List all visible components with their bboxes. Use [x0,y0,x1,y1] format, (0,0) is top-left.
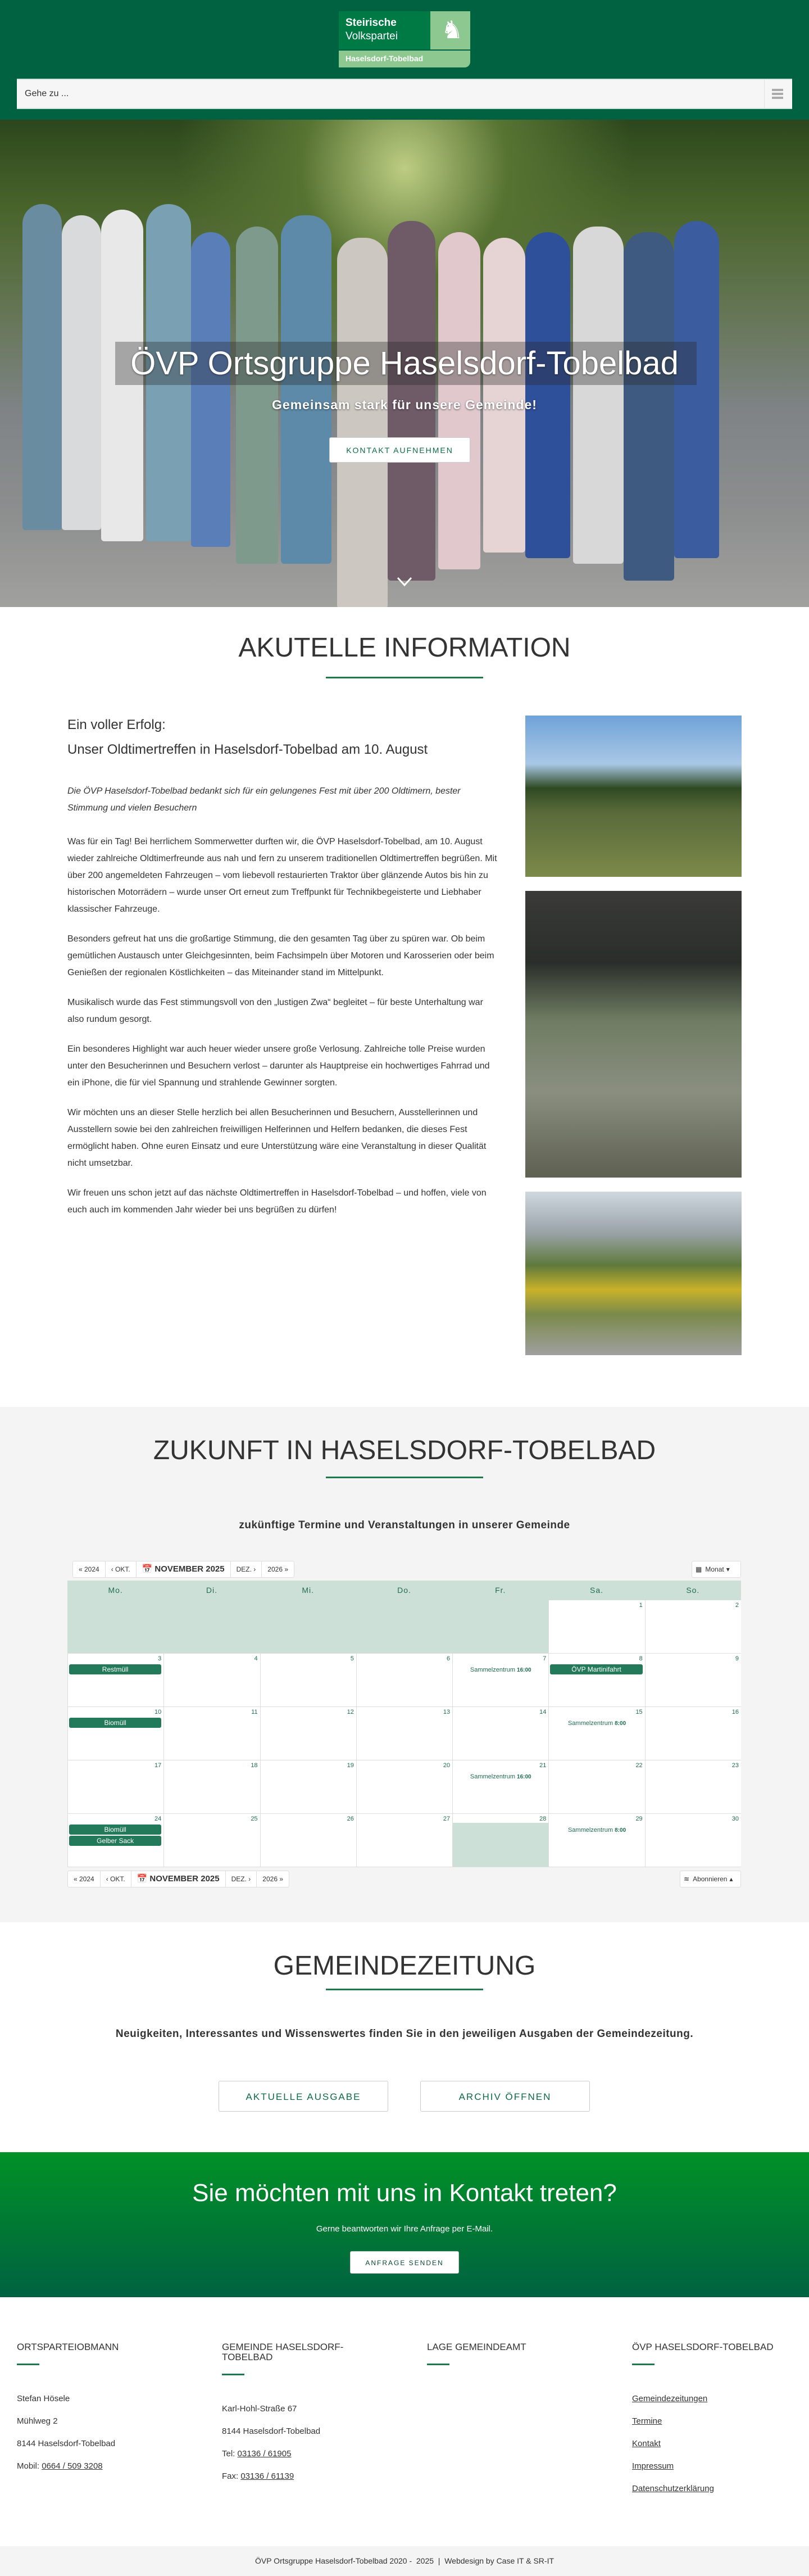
article-paragraph: Ein besonderes Highlight war auch heuer wieder unsere große Verlosung. Zahlreiche tolle Preise wurden unter den Besucherinnen und Besuchern verlost – darunter als Hauptpreise ein hochwertiges Fahrrad und ein iPhone, die für viel Spannung und strahlende Gewinner sorgten. [67,1044,490,1088]
calendar-day-cell[interactable] [548,1760,644,1813]
day-number: 7 [543,1655,547,1662]
contact-banner [0,2152,809,2297]
prev-year-button[interactable]: « 2024 [73,1561,106,1577]
site-header [0,0,809,120]
calendar-day-cell[interactable] [452,1814,548,1867]
calendar-day-cell[interactable] [260,1707,356,1760]
day-number: 3 [158,1655,162,1662]
prev-month-button[interactable]: ‹ OKT. [106,1561,137,1577]
events-heading: ZUKUNFT IN HASELSDORF-TOBELBAD [153,1436,656,1465]
chairman-street: Mühlweg 2 [17,2416,58,2426]
logo-text-line2: Volkspartei [346,30,398,42]
mobile-link[interactable]: 0664 / 509 3208 [42,2461,103,2471]
archive-button[interactable]: ARCHIV ÖFFNEN [420,2081,590,2112]
calendar-day-cell[interactable] [356,1814,452,1867]
contact-heading: Sie möchten mit uns in Kontakt treten? [192,2179,617,2207]
weekday-label: Mo. [108,1586,123,1595]
party-logo[interactable] [339,11,470,67]
weekday-label: Di. [206,1586,217,1595]
calendar-day-cell[interactable] [260,1760,356,1813]
day-number: 30 [731,1816,739,1822]
calendar-day-cell[interactable] [548,1707,644,1760]
caret-down-icon: ▾ [726,1565,730,1573]
calendar-day-cell[interactable] [163,1707,260,1760]
calendar-day-cell[interactable] [452,1654,548,1706]
municipality-fax [222,2465,390,2488]
menu-icon[interactable] [764,80,792,108]
next-month-button[interactable]: DEZ. › [231,1561,262,1577]
footer-link-contact[interactable]: Kontakt [632,2439,661,2448]
logo-text-line3: Haselsdorf-Tobelbad [346,54,424,63]
article-paragraph: Wir freuen uns schon jetzt auf das nächste Oldtimertreffen in Haselsdorf-Tobelbad – und hoffen, viele von euch auch im kommenden Jahr wieder bei uns begrüßen zu dürfen! [67,1188,487,1215]
news-section [0,607,809,1407]
event-time: 16:00 [517,1667,531,1673]
calendar-event[interactable]: Gelber Sack [69,1836,161,1846]
day-number: 18 [251,1762,258,1769]
weekday-header [67,1581,741,1600]
prev-month-button[interactable]: ‹ OKT. [101,1871,131,1887]
day-number: 29 [635,1816,643,1822]
copyright-bar [0,2546,809,2576]
footer-column-municipality [222,2342,390,2488]
calendar-day-cell[interactable] [548,1600,644,1653]
footer-link-imprint[interactable]: Impressum [632,2461,674,2471]
day-number: 27 [443,1816,451,1822]
heading-divider [326,1989,483,1990]
calendar-body [67,1600,741,1867]
calendar-toolbar-top [72,1561,294,1578]
prev-year-button[interactable]: « 2024 [68,1871,101,1887]
caret-up-icon: ▴ [729,1875,733,1883]
calendar-day-cell[interactable] [163,1814,260,1867]
next-month-button[interactable]: DEZ. › [226,1871,257,1887]
next-year-button[interactable]: 2026 » [262,1875,283,1883]
calendar-week-row [67,1654,741,1707]
day-number: 11 [251,1709,258,1715]
calendar-day-cell[interactable] [260,1814,356,1867]
tel-link[interactable]: 03136 / 61905 [237,2449,292,2459]
day-number: 16 [731,1709,739,1715]
calendar-day-cell[interactable] [163,1760,260,1813]
day-number: 13 [443,1709,451,1715]
footer-column-location [427,2342,612,2388]
current-month-button[interactable] [131,1871,226,1887]
calendar-week-row [67,1814,741,1867]
hero-section [0,120,809,607]
contact-button[interactable]: KONTAKT AUFNEHMEN [329,437,470,463]
newspaper-section [0,1922,809,2152]
photo-vintage-cars[interactable] [525,1192,742,1355]
calendar-week-row [67,1707,741,1760]
day-number: 5 [350,1655,354,1662]
calendar-week-row [67,1600,741,1654]
calendar-day-cell[interactable] [452,1707,548,1760]
municipality-street: Karl-Hohl-Straße 67 [222,2404,297,2414]
event-title: Sammelzentrum [567,1720,613,1727]
news-article [67,717,499,1232]
calendar-week-row [67,1760,741,1814]
calendar-day-cell[interactable] [645,1600,741,1653]
day-number: 12 [347,1709,354,1715]
calendar-icon: 📅 [142,1564,153,1574]
calendar-day-cell[interactable] [548,1814,644,1867]
calendar-empty-cell [356,1600,452,1653]
calendar-event[interactable]: Restmüll [69,1664,161,1674]
news-heading: AKUTELLE INFORMATION [238,633,571,663]
day-number: 21 [539,1762,547,1769]
current-issue-button[interactable]: AKTUELLE AUSGABE [219,2081,388,2112]
day-number: 10 [154,1709,162,1715]
footer-divider [17,2364,39,2365]
events-subtitle: zukünftige Termine und Veranstaltungen in unserer Gemeinde [239,1519,570,1531]
day-number: 25 [251,1816,258,1822]
calendar-day-cell[interactable] [163,1654,260,1706]
day-number: 19 [347,1762,354,1769]
footer-heading: ORTSPARTEIOBMANN [17,2342,119,2352]
calendar-day-cell[interactable] [356,1654,452,1706]
article-paragraph: Musikalisch wurde das Fest stimmungsvoll von den „lustigen Zwa“ begleitet – für beste Unterhaltung war also rundum gesorgt. [67,998,483,1024]
copyright-text: ÖVP Ortsgruppe Haselsdorf-Tobelbad 2020 - 2025 | Webdesign by Case IT & SR-IT [254,2556,555,2565]
fax-link[interactable]: 03136 / 61139 [240,2471,294,2481]
heading-divider [326,1477,483,1478]
day-number: 8 [639,1655,643,1662]
calendar-day-cell[interactable] [67,1814,163,1867]
calendar-day-cell[interactable] [452,1760,548,1813]
article-paragraph: Was für ein Tag! Bei herrlichem Sommerwetter durften wir, die ÖVP Haselsdorf-Tobelbad, am 10. August wieder zahlreiche Oldtimerfreunde aus nah und fern zu unserem traditionellen Oldtimertreffen begrüßen. Mit über 200 angemeldeten Fahrzeugen – vom liebevoll restaurierten Traktor über glänzende Autos bis hin zu historischen Motorrädern – wurde unser Ort erneut zum Treffpunkt für Technikbegeisterte und Liebhaber klassischer Fahrzeuge. [67,837,497,914]
event-time: 8:00 [615,1827,626,1833]
event-title: Sammelzentrum [470,1667,515,1673]
calendar-event[interactable]: Biomüll [69,1825,161,1835]
event-time: 8:00 [615,1721,626,1727]
calendar-grid [67,1581,741,1867]
footer-column-links [632,2342,801,2500]
heading-divider [326,677,483,678]
calendar-day-cell[interactable] [645,1814,741,1867]
hero-title: ÖVP Ortsgruppe Haselsdorf-Tobelbad [130,345,679,382]
day-number: 23 [731,1762,739,1769]
hero-subtitle: Gemeinsam stark für unsere Gemeinde! [272,397,537,412]
calendar-event[interactable]: Biomüll [69,1718,161,1728]
footer-heading: LAGE GEMEINDEAMT [427,2342,526,2352]
calendar-event[interactable] [453,1667,548,1673]
chairman-mobile [17,2455,202,2478]
day-number: 9 [735,1655,739,1662]
calendar-day-cell[interactable] [67,1654,163,1706]
calendar-empty-cell [163,1600,260,1653]
article-paragraph: Besonders gefreut hat uns die großartige Stimmung, die den gesamten Tag über zu spüren war. Ob beim gemütlichen Austausch unter Gleichgesinnten, beim Fachsimpeln über Motoren und Karosserien oder beim Genießen der regionalen Köstlichkeiten – das Miteinander stand im Mittelpunkt. [67,934,494,977]
footer-heading: GEMEINDE HASELSDORF-TOBELBAD [222,2342,344,2362]
current-month-label: NOVEMBER 2025 [154,1564,225,1574]
footer-link-newspapers[interactable]: Gemeindezeitungen [632,2394,708,2403]
send-inquiry-button[interactable]: ANFRAGE SENDEN [350,2251,459,2274]
event-title: Sammelzentrum [470,1773,515,1780]
calendar-toolbar-bottom [67,1871,289,1887]
current-month-label: NOVEMBER 2025 [149,1874,220,1884]
footer-column-chairman [17,2342,202,2478]
calendar-day-cell[interactable] [548,1654,644,1706]
contact-text: Gerne beantworten wir Ihre Anfrage per E-Mail. [316,2224,493,2234]
day-number: 6 [447,1655,451,1662]
view-select[interactable] [692,1561,741,1578]
article-subtitle: Unser Oldtimertreffen in Haselsdorf-Tobelbad am 10. August [67,742,428,757]
fax-label: Fax: [222,2471,241,2481]
day-number: 1 [639,1602,643,1609]
calendar-event[interactable] [453,1773,548,1780]
calendar-day-cell[interactable] [356,1760,452,1813]
day-number: 28 [539,1816,547,1822]
current-month-button[interactable] [137,1561,231,1577]
subscribe-button[interactable] [680,1871,741,1887]
calendar-empty-cell [452,1600,548,1653]
footer-divider [222,2374,244,2375]
weekday-label: Fr. [495,1586,506,1595]
municipality-tel [222,2443,390,2465]
day-number: 24 [154,1816,162,1822]
day-number: 26 [347,1816,354,1822]
municipality-city: 8144 Haselsdorf-Tobelbad [222,2426,321,2436]
footer-divider [632,2364,655,2365]
chevron-down-icon[interactable] [396,576,413,587]
event-time: 16:00 [517,1774,531,1780]
next-year-button[interactable]: 2026 » [267,1565,288,1573]
calendar-empty-cell [260,1600,356,1653]
rss-icon: ≋ [684,1875,690,1883]
calendar-event[interactable]: ÖVP Martinifahrt [550,1664,642,1674]
subscribe-label: Abonnieren [693,1875,728,1883]
newspaper-heading: GEMEINDEZEITUNG [273,1951,536,1981]
weekday-label: Sa. [590,1586,604,1595]
weekday-label: So. [686,1586,700,1595]
navigation-select[interactable] [17,79,792,109]
chairman-name: Stefan Hösele [17,2394,70,2403]
day-number: 4 [254,1655,258,1662]
footer-link-privacy[interactable]: Datenschutzerklärung [632,2484,714,2493]
calendar-day-cell[interactable] [67,1760,163,1813]
article-title: Ein voller Erfolg: [67,717,166,732]
footer-divider [427,2364,449,2365]
article-lead: Die ÖVP Haselsdorf-Tobelbad bedankt sich für ein gelungenes Fest mit über 200 Oldtimern, bester Stimmung und vielen Besuchern [67,786,461,813]
view-label: Monat [705,1565,724,1573]
day-number: 2 [735,1602,739,1609]
mobile-label: Mobil: [17,2461,42,2471]
weekday-label: Mi. [302,1586,315,1595]
photo-tractors[interactable] [525,716,742,877]
calendar-day-cell[interactable] [645,1760,741,1813]
calendar-event[interactable] [549,1720,644,1727]
calendar-icon: 📅 [137,1874,148,1884]
footer-heading: ÖVP HASELSDORF-TOBELBAD [632,2342,774,2352]
day-number: 20 [443,1762,451,1769]
calendar-day-cell[interactable] [645,1654,741,1706]
navigation-label: Gehe zu ... [25,89,69,98]
article-paragraph: Wir möchten uns an dieser Stelle herzlich bei allen Besucherinnen und Besuchern, Ausstellerinnen und Ausstellern sowie bei den zahlreichen freiwilligen Helferinnen und Helfern bedanken, die dieses Fest ermöglicht haben. Ohne euren Einsatz und eure Unterstützung wäre eine Veranstaltung in dieser Qualität nicht umsetzbar. [67,1108,487,1168]
events-section [0,1407,809,1922]
grid-icon: ▦ [696,1565,702,1573]
calendar-day-cell[interactable] [645,1707,741,1760]
footer-link-events[interactable]: Termine [632,2416,662,2426]
calendar-empty-cell [67,1600,163,1653]
photo-raffle-winners[interactable] [525,891,742,1178]
site-footer [0,2297,809,2546]
event-title: Sammelzentrum [567,1827,613,1833]
day-number: 14 [539,1709,547,1715]
calendar-day-cell[interactable] [356,1707,452,1760]
day-number: 22 [635,1762,643,1769]
day-number: 15 [635,1709,643,1715]
newspaper-subtitle: Neuigkeiten, Interessantes und Wissenswertes finden Sie in den jeweiligen Ausgaben der Gemeindezeitung. [115,2028,694,2040]
panther-emblem-icon: ♞ [441,16,463,44]
calendar-day-cell[interactable] [67,1707,163,1760]
logo-text-line1: Steirische [346,17,397,29]
weekday-label: Do. [397,1586,411,1595]
day-number: 17 [154,1762,162,1769]
tel-label: Tel: [222,2449,238,2459]
chairman-city: 8144 Haselsdorf-Tobelbad [17,2439,116,2448]
calendar-day-cell[interactable] [260,1654,356,1706]
today-highlight [453,1823,548,1867]
calendar-event[interactable] [549,1827,644,1833]
